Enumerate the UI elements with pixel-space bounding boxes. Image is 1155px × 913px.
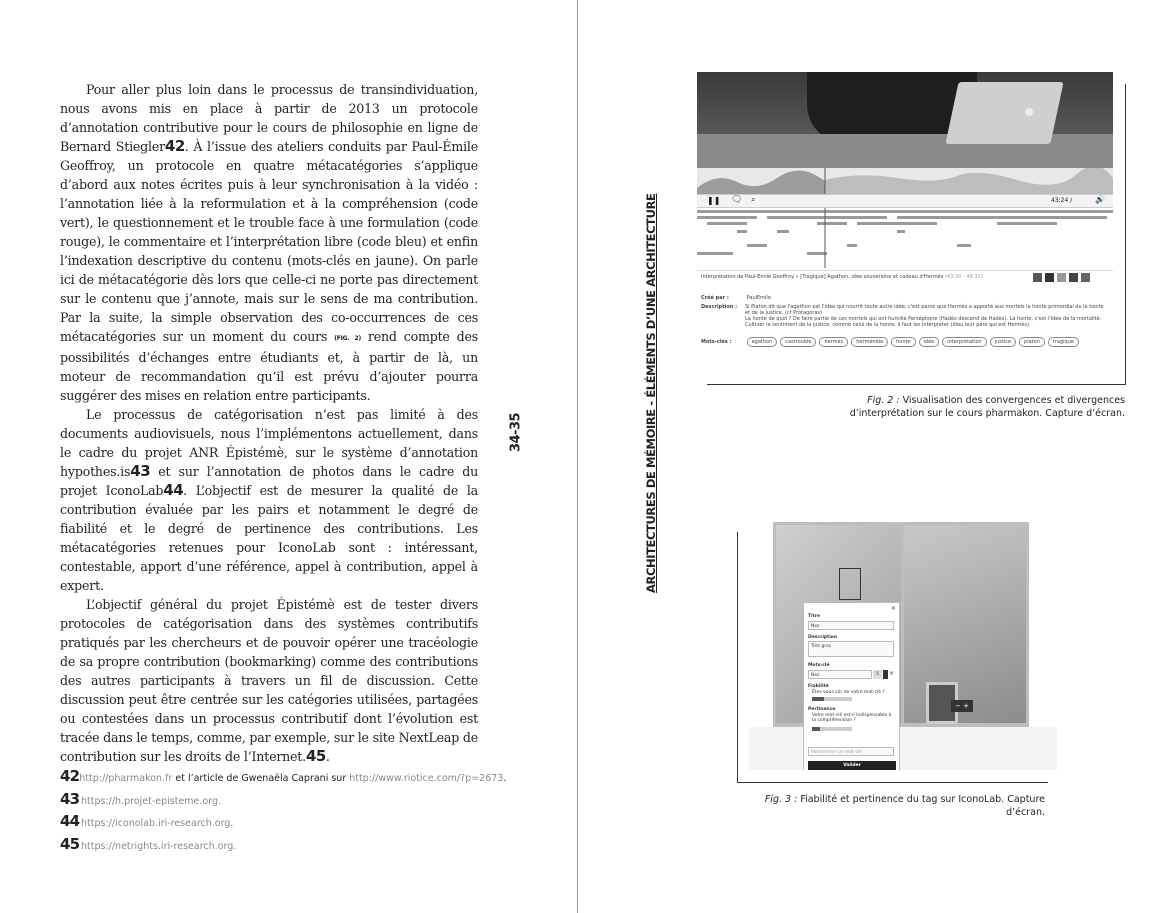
apple-logo-icon <box>1025 108 1033 116</box>
sketch-foot <box>904 525 1026 723</box>
annotation-description: Si Platon dit que l'agathon est l'idée qui nourrit toute autre idée, c'est parce que Hermès a apporté aux mortels la honte primordial de la honte et de la justice. (cf Protagoras) La honte de quoi ? De faire partie de ces mortels qui ont humilié Perséphone (Hadès descend de Hadès). La honte, c'est l'idée de la mortalité. Cultiver le sentiment de la justice, comme celui de la honte, il faut les interpréter (dieu leur père qui est Hermès). <box>745 304 1104 328</box>
footnote-ref-45[interactable]: 45 <box>305 747 326 765</box>
figure-2-screenshot <box>697 72 1113 368</box>
keyword-tag[interactable]: interprétation <box>942 337 986 347</box>
figure-ref-2[interactable]: (FIG. 2) <box>334 335 362 342</box>
footnote-ref-44[interactable]: 44 <box>163 481 184 499</box>
footnote-45: 45 https://netrights.iri-research.org . <box>60 834 237 853</box>
facebook-icon[interactable] <box>1045 273 1054 282</box>
keyword-marker <box>883 670 888 679</box>
footnote-ref-42[interactable]: 42 <box>164 137 185 155</box>
google-plus-icon[interactable] <box>1069 273 1078 282</box>
player-time: 43:24 / <box>1051 197 1073 204</box>
annotation-title[interactable]: Interprétation de Paul-Emile Geoffroy » [Tragique] Agathon, idée souveraine et cadeau d'Hermès <box>701 274 944 280</box>
video-frame[interactable] <box>697 72 1113 168</box>
close-icon[interactable]: × <box>890 605 896 612</box>
figure-3-screenshot <box>749 522 1057 770</box>
keyword-tag[interactable]: agathon <box>747 337 778 347</box>
twitter-icon[interactable] <box>1057 273 1066 282</box>
paragraph-2: Le processus de catégorisation n’est pas limité à des documents audiovisuels, nous l’implémentons actuellement, dans le cadre du projet ANR Épistémè, sur le système d’annotation hypothes.is43 et sur l’annotation de photos dans le cadre du projet IconoLab44. L’objectif est de mesurer la qualité de la contribution évaluée par les pairs et notamment le degré de fiabilité et le degré de pertinence des contributions. Les métacatégories retenues pour IconoLab sont : intéressant, contestable, apport d’une référence, appel à contribution, appel à expert. <box>60 407 478 593</box>
link-icon[interactable] <box>1033 273 1042 282</box>
footnotes <box>60 767 507 857</box>
laptop <box>945 82 1063 144</box>
annotation-creator: PaulEmile <box>746 295 771 301</box>
footnote-link[interactable]: https://h.projet-episteme.org <box>81 795 219 807</box>
body-text <box>60 80 478 766</box>
annotation-timeline <box>697 208 1113 268</box>
email-icon[interactable] <box>1081 273 1090 282</box>
keyword-tag[interactable]: castroubie <box>780 337 816 347</box>
description-input[interactable]: Trèz gros <box>808 641 894 657</box>
footnote-43: 43 https://h.projet-episteme.org . <box>60 789 222 808</box>
footnote-link[interactable]: https://iconolab.iri-research.org <box>81 818 231 829</box>
keyword-tag[interactable]: hermès <box>819 337 848 347</box>
reliability-slider[interactable] <box>812 697 852 701</box>
paragraph-3: L’objectif général du projet Épistémè est de tester divers protocoles de catégorisation dans des systèmes contributifs pratiqués par les chercheurs et de pouvoir opérer une tracéologie de sa propre contribution (bookmarking) comme des contributions des autres participants à travers un fil de discussion. Cette discussion peut être centrée sur les catégories utilisées, partagées ou contestées dans un processus contributif dont l’évolution est tracée dans le temps, comme, par exemple, sur le site NextLeap de contribution sur les droits de l’Internet.45. <box>60 597 478 765</box>
keyword-tag[interactable]: tragique <box>1048 337 1079 347</box>
search-icon[interactable]: ⌕ <box>751 195 756 204</box>
page-number: 34-35 <box>508 412 524 453</box>
relevance-slider[interactable] <box>812 727 852 731</box>
figure-3-caption: Fig. 3 : Fiabilité et pertinence du tag sur IconoLab. Capture d’écran. <box>764 794 1045 818</box>
footnote-link[interactable]: http://pharmakon.fr <box>79 773 173 784</box>
keyword-tag[interactable]: herménéia <box>851 337 888 347</box>
remove-keyword-icon[interactable]: × <box>889 670 895 677</box>
validate-button[interactable]: Valider <box>808 761 896 770</box>
annotation-popup: × Titre Nez Description Trèz gros Mots-clé Nez 5 × Fiabilité Êtes-vous sûr de votre mot-clé ? Pertinence Votre mot-clé est-il indispensable à la compréhension ? Rechercher un mot-clé Valider <box>803 602 900 770</box>
selection-box[interactable] <box>839 568 861 600</box>
footnote-ref-43[interactable]: 43 <box>130 462 151 480</box>
volume-icon[interactable]: 🔊 <box>1095 195 1105 204</box>
comment-icon[interactable]: 🗨 <box>731 195 743 205</box>
keyword-tag[interactable]: justice <box>990 337 1016 347</box>
running-title: ARCHITECTURES DE MÉMOIRE - ÉLÉMENTS D’UNE ARCHITECTURE <box>644 193 658 593</box>
footnote-link[interactable]: http://www.riotice.com/?p=2673 <box>349 773 504 784</box>
audio-waveform <box>697 168 1113 194</box>
pause-icon[interactable]: ❚❚ <box>707 196 721 205</box>
zoom-controls[interactable]: − + <box>951 700 973 712</box>
page-divider <box>577 0 578 913</box>
keyword-search-input[interactable]: Rechercher un mot-clé <box>808 747 894 756</box>
player-controls <box>697 194 1113 208</box>
footnote-44: 44 https://iconolab.iri-research.org . <box>60 812 234 830</box>
footnote-42: 42 http://pharmakon.fr et l’article de Gwenaëla Caprani sur http://www.riotice.com/?p=2673 . <box>60 767 507 785</box>
share-icons <box>1033 273 1109 283</box>
keyword-score: 5 <box>873 670 882 679</box>
annotation-panel: Interprétation de Paul-Emile Geoffroy » [Tragique] Agathon, idée souveraine et cadeau d'Hermès (43:20 - 49:31) Créé par : PaulEmile Description : Si Platon dit que l'agathon est l'idée qui nourrit toute autre idée, c'est parce que Hermès a apporté aux mortels la honte primordial de la honte et de la justice. (cf Protagoras) La honte de quoi ? De faire partie de ces mortels qui ont humilié Perséphone (Hadès descend de Hadès). La honte, c'est l'idée de la mortalité. Cultiver le sentiment de la justice, comme celui de la honte, il faut les interpréter (dieu leur père qui est Hermès). Mots-clés : agathon castroubie hermès herménéia honte idée interprétation justice platon tragique <box>697 270 1113 353</box>
keyword-tag[interactable]: idée <box>919 337 940 347</box>
page-footer-strip <box>749 727 1057 770</box>
title-input[interactable]: Nez <box>808 621 894 630</box>
keyword-tag[interactable]: honte <box>891 337 915 347</box>
figure-2-caption: Fig. 2 : Visualisation des convergences et divergences d’interprétation sur le cours pharmakon. Capture d’écran. <box>849 395 1125 419</box>
keyword-tag[interactable]: platon <box>1019 337 1045 347</box>
keyword-input[interactable]: Nez <box>808 670 872 679</box>
paragraph-1: Pour aller plus loin dans le processus de transindividuation, nous avons mis en place à partir de 2013 un protocole d’annotation contributive pour le cours de philosophie en ligne de Bernard Stiegler42. À l’issue des ateliers conduits par Paul-Émile Geoffroy, un protocole en quatre métacatégories s’applique d’abord aux notes écrites puis à leur synchronisation à la vidéo : l’annotation liée à la reformulation et à la compréhension (code vert), le questionnement et le trouble face à une formulation (code rouge), le commentaire et l’interprétation libre (code bleu) et enfin l’indexation descriptive du contenu (mots-clés en jaune). On parle ici de métacatégorie dès lors que celle-ci ne porte pas directement sur le contenu que j’annote, mais sur le sens de ma contribution. Par la suite, la simple observation des co-occurrences de ces métacatégories sur un moment du cours (FIG. 2) rend compte des possibilités d’échanges entre étudiants et, à partir de là, un moteur de recommandation qu’il est prévu d’ajouter pourra suggérer des mises en relation entre participants. <box>60 82 479 403</box>
footnote-link[interactable]: https://netrights.iri-research.org <box>81 840 234 852</box>
